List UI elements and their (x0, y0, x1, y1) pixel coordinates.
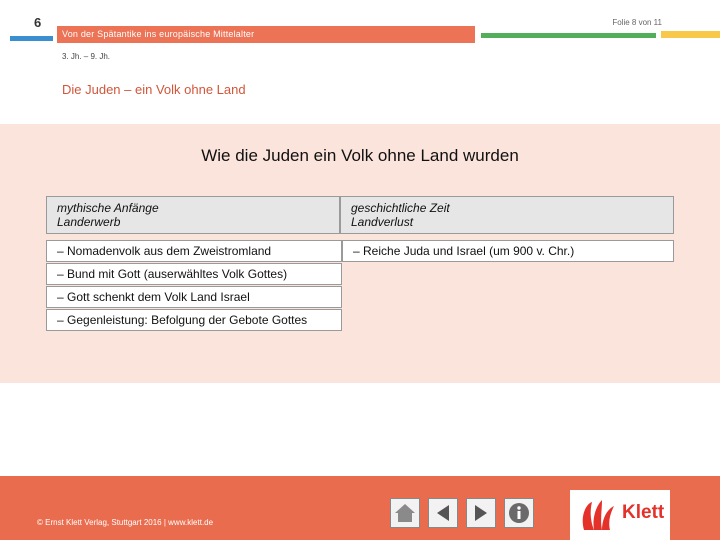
header-right-line1: geschichtliche Zeit (351, 201, 450, 215)
info-icon (508, 502, 530, 524)
page-title: Wie die Juden ein Volk ohne Land wurden (201, 146, 519, 165)
table-header-left (46, 196, 340, 234)
slide-counter: Folie 8 von 11 (612, 18, 662, 27)
chapter-number: 6 (34, 15, 42, 30)
header-left-line1: mythische Anfänge (57, 201, 159, 215)
back-button[interactable] (428, 498, 458, 528)
back-arrow-icon (433, 503, 453, 523)
forward-arrow-icon (471, 503, 491, 523)
header-left-line2: Landerwerb (57, 215, 121, 229)
table-cell-left: – Gott schenkt dem Volk Land Israel (46, 286, 342, 308)
blue-accent-bar (10, 36, 53, 41)
section-title: Die Juden – ein Volk ohne Land (62, 82, 246, 97)
table-cell-left: – Bund mit Gott (auserwähltes Volk Gottes) (46, 263, 342, 285)
header-right-line2: Landverlust (351, 215, 414, 229)
green-accent-bar (481, 33, 656, 38)
content-panel (0, 124, 720, 383)
yellow-accent-bar (661, 31, 720, 38)
table-cell-left: – Gegenleistung: Befolgung der Gebote Gottes (46, 309, 342, 331)
info-button[interactable] (504, 498, 534, 528)
forward-button[interactable] (466, 498, 496, 528)
home-icon (394, 503, 416, 523)
copyright-text: © Ernst Klett Verlag, Stuttgart 2016 | www.klett.de (37, 518, 214, 527)
klett-logo (570, 490, 670, 540)
klett-logo-text: Klett (622, 502, 665, 523)
chapter-title: Von der Spätantike ins europäische Mittelalter (62, 29, 255, 39)
klett-logo-icon (576, 496, 620, 536)
period-subtitle: 3. Jh. – 9. Jh. (62, 52, 111, 61)
footer-bar (0, 476, 720, 540)
table-cell-left: – Nomadenvolk aus dem Zweistromland (46, 240, 342, 262)
table-header-right (340, 196, 674, 234)
home-button[interactable] (390, 498, 420, 528)
table-cell-right: – Reiche Juda und Israel (um 900 v. Chr.) (342, 240, 674, 262)
